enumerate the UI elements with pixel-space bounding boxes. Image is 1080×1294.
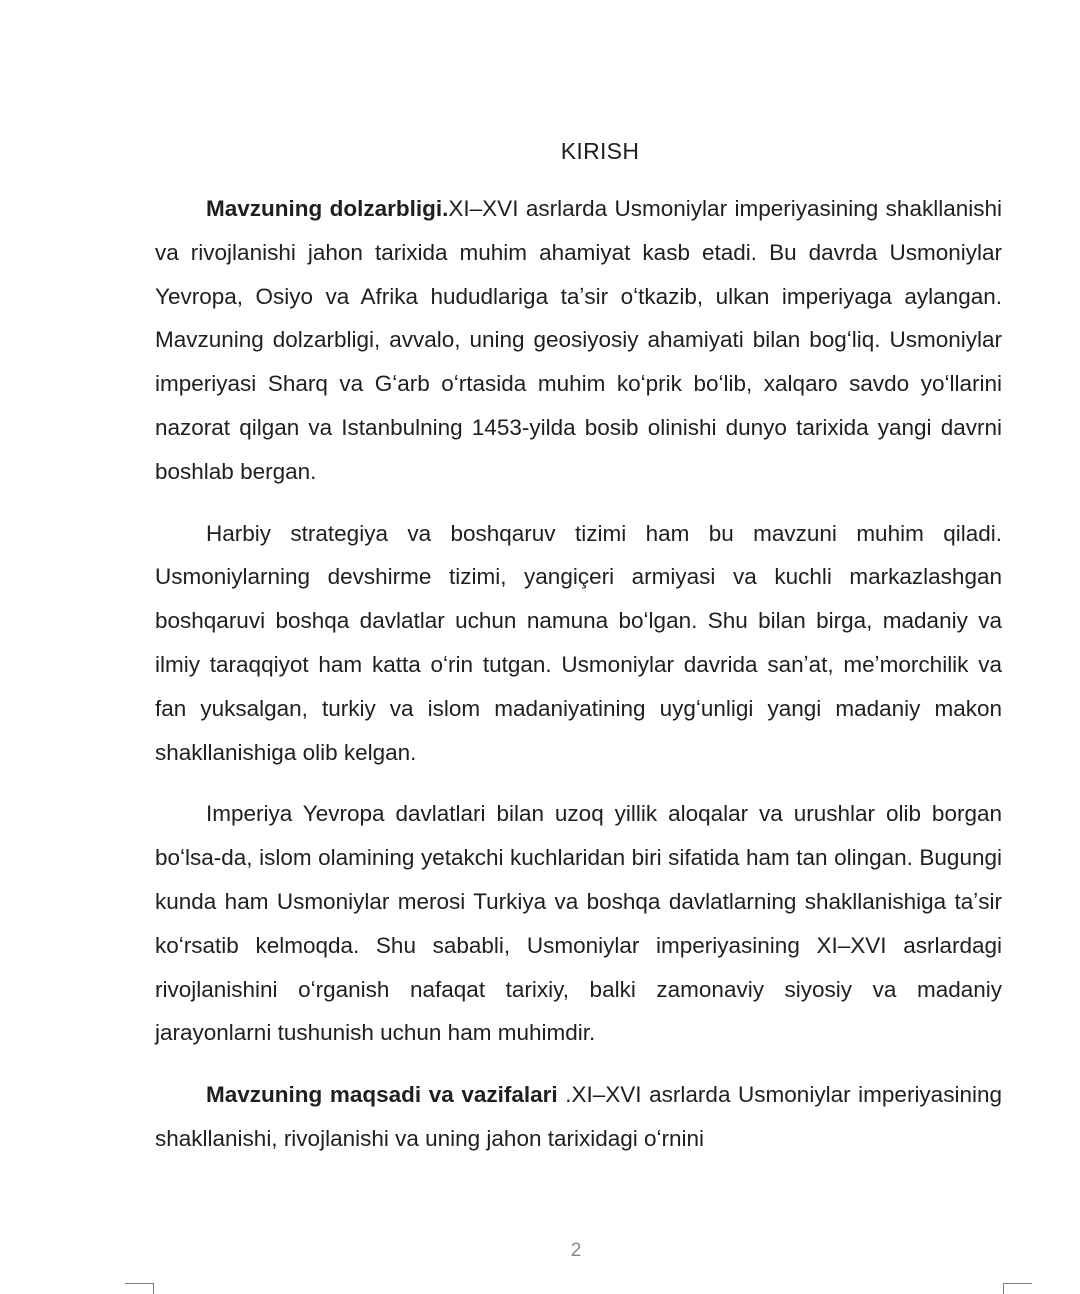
paragraph-text: .XI–XVI asrlarda Usmoniylar imperiyasining shakllanishi, rivojlanishi va uning jahon tarixidagi oʻrnini	[155, 1082, 1002, 1151]
paragraph-text: XI–XVI asrlarda Usmoniylar imperiyasining shakllanishi va rivojlanishi jahon tarixida muhim ahamiyat kasb etadi. Bu davrda Usmoniylar Yevropa, Osiyo va Afrika hududlariga taʼsir oʻtkazib, ulkan imperiyaga aylangan. Mavzuning dolzarbligi, avvalo, uning geosiyosiy ahamiyati bilan bogʻliq. Usmoniylar imperiyasi Sharq va Gʻarb oʻrtasida muhim koʻprik boʻlib, xalqaro savdo yoʻllarini nazorat qilgan va Istanbulning 1453-yilda bosib olinishi dunyo tarixida yangi davrni boshlab bergan.	[155, 196, 1002, 484]
paragraph-lead: Mavzuning dolzarbligi.	[206, 196, 449, 221]
paragraph-lead: Mavzuning maqsadi va vazifalari	[206, 1082, 558, 1108]
document-body	[155, 187, 1002, 1179]
paragraph-military-strategy	[155, 512, 1002, 775]
page-heading: KIRISH	[560, 138, 640, 164]
page-number: 2	[570, 1240, 582, 1261]
paragraph-relevance	[155, 187, 1002, 494]
paragraph-legacy	[155, 792, 1002, 1055]
crop-mark-left	[125, 1283, 154, 1294]
paragraph-goals	[155, 1073, 1002, 1161]
crop-mark-right	[1003, 1283, 1032, 1294]
paragraph-text: Harbiy strategiya va boshqaruv tizimi ham bu mavzuni muhim qiladi. Usmoniylarning devshirme tizimi, yangiçeri armiyasi va kuchli markazlashgan boshqaruvi boshqa davlatlar uchun namuna boʻlgan. Shu bilan birga, madaniy va ilmiy taraqqiyot ham katta oʻrin tutgan. Usmoniylar davrida sanʼat, meʼmorchilik va fan yuksalgan, turkiy va islom madaniyatining uygʻunligi yangi madaniy makon shakllanishiga olib kelgan.	[155, 520, 1002, 765]
paragraph-text: Imperiya Yevropa davlatlari bilan uzoq yillik aloqalar va urushlar olib borgan boʻlsa-da, islom olamining yetakchi kuchlaridan biri sifatida ham tan olingan. Bugungi kunda ham Usmoniylar merosi Turkiya va boshqa davlatlarning shakllanishiga taʼsir koʻrsatib kelmoqda. Shu sababli, Usmoniylar imperiyasining XI–XVI asrlardagi rivojlanishini oʻrganish nafaqat tarixiy, balki zamonaviy siyosiy va madaniy jarayonlarni tushunish uchun ham muhimdir.	[155, 801, 1002, 1046]
